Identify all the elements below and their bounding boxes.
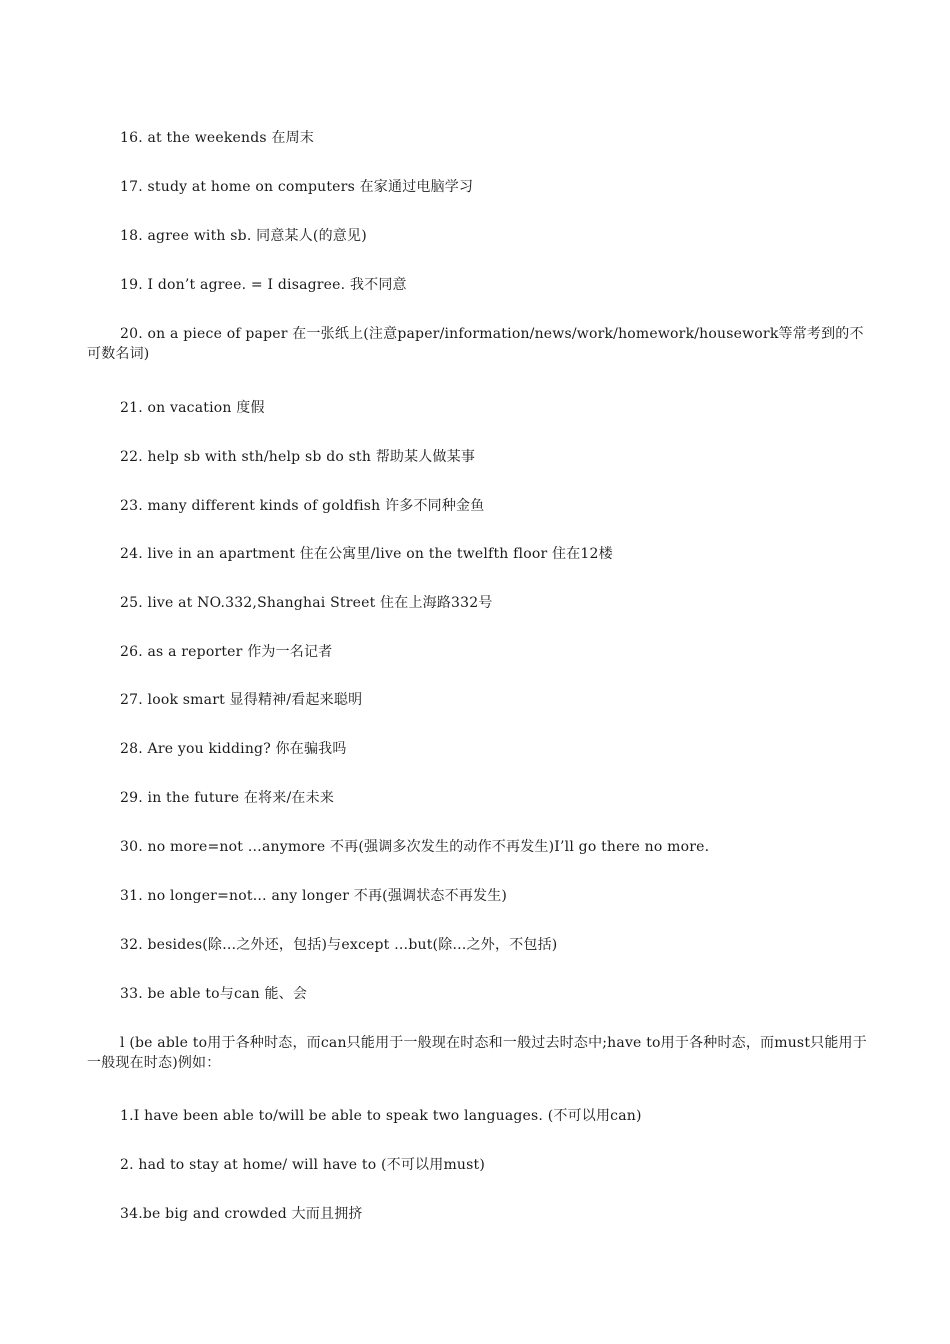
usage-note: l (be able to用于各种时态，而can只能用于一般现在时态和一般过去时态中;have to用于各种时态，而must只能用于一般现在时态)例如： xyxy=(87,1035,867,1071)
phrase-line-21: 21. on vacation 度假 xyxy=(120,400,265,416)
phrase-line-25: 25. live at NO.332,Shanghai Street 住在上海路332号 xyxy=(120,595,493,611)
phrase-line-33: 33. be able to与can 能、会 xyxy=(120,986,308,1002)
phrase-line-29: 29. in the future 在将来/在未来 xyxy=(120,790,335,806)
phrase-line-34: 34.be big and crowded 大而且拥挤 xyxy=(120,1206,363,1222)
phrase-line-19: 19. I don’t agree. = I disagree. 我不同意 xyxy=(120,277,407,293)
phrase-line-32: 32. besides(除…之外还，包括)与except …but(除…之外，不包括) xyxy=(120,937,558,953)
phrase-line-28: 28. Are you kidding? 你在骗我吗 xyxy=(120,741,347,757)
phrase-line-26: 26. as a reporter 作为一名记者 xyxy=(120,644,333,660)
phrase-line-30: 30. no more=not …anymore 不再(强调多次发生的动作不再发生)I’ll go there no more. xyxy=(120,839,710,855)
phrase-line-20: 20. on a piece of paper 在一张纸上(注意paper/information/news/work/homework/housework等常考到的不可数名词) xyxy=(87,326,864,362)
example-line-2: 2. had to stay at home/ will have to (不可以用must) xyxy=(120,1157,486,1173)
phrase-line-22: 22. help sb with sth/help sb do sth 帮助某人做某事 xyxy=(120,449,476,465)
phrase-line-17: 17. study at home on computers 在家通过电脑学习 xyxy=(120,179,474,195)
phrase-line-24: 24. live in an apartment 住在公寓里/live on the twelfth floor 住在12楼 xyxy=(120,546,613,562)
phrase-line-31: 31. no longer=not… any longer 不再(强调状态不再发生) xyxy=(120,888,508,904)
example-line-1: 1.I have been able to/will be able to speak two languages. (不可以用can) xyxy=(120,1108,642,1124)
phrase-line-18: 18. agree with sb. 同意某人(的意见) xyxy=(120,228,367,244)
phrase-line-27: 27. look smart 显得精神/看起来聪明 xyxy=(120,692,363,708)
phrase-line-16: 16. at the weekends 在周末 xyxy=(120,130,315,146)
phrase-line-23: 23. many different kinds of goldfish 许多不同种金鱼 xyxy=(120,498,485,514)
